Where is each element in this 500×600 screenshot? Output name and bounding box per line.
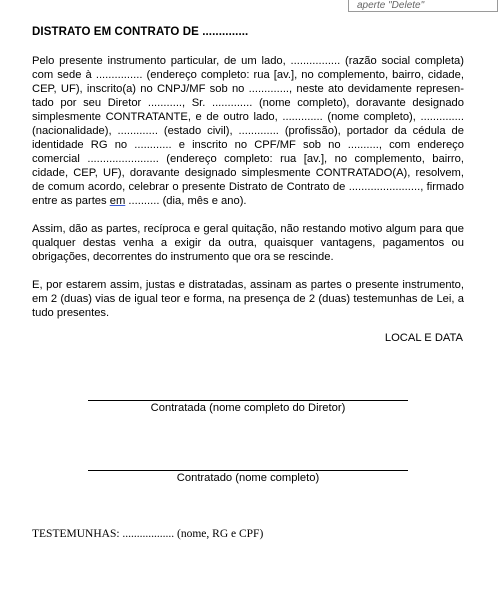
signature-line-contratada [88,400,408,401]
delete-hint-box: aperte "Delete" [348,0,498,12]
witnesses-line: TESTEMUNHAS: .................. (nome, RG e CPF) [32,528,264,540]
paragraph-parties-text: Pelo presente instrumento particular, de um lado, ................ (razão social completa) com sede à ............... (endereço completo: rua [av.], no complemento, bairro, cidade, CEP, UF), inscrito(a) no CNPJ/MF sob no ............., neste ato devidamente representado por seu Diretor ..........., Sr. ............. (nome completo), doravante designado simplesmente CONTRATANTE, e de outro lado, ............. (nome completo), .............. (nacionalidade), ............. (estado civil), ............. (profissão), portador da cédula de identidade RG no ............ e inscrito no CPF/MF sob no .........., com endereço comercial ....................... (endereço completo: rua [av.], no complemento, bairro, cidade, CEP, UF), doravante designado simplesmente CONTRATADO(A), resolvem, de comum acordo, celebrar o presente Distrato de Contrato de ......................., firmado entre as partes [32,55,464,207]
document-title: DISTRATO EM CONTRATO DE .............. [32,26,249,38]
paragraph-signing: E, por estarem assim, justas e distratadas, assinam as partes o presente instrumento, em 2 (duas) vias de igual teor e forma, na presença de 2 (duas) testemunhas de Lei, a tudo presentes. [32,279,464,319]
spellcheck-word: em [109,195,126,207]
signature-label-contratada: Contratada (nome completo do Diretor) [150,402,346,414]
paragraph-release: Assim, dão as partes, recíproca e geral quitação, não restando motivo algum para que qualquer destas venha a exigir da outra, quaisquer vantagens, pagamentos ou obrigações, decorrentes do instrumento que ora se rescinde. [32,223,464,263]
local-date: LOCAL E DATA [384,332,463,344]
paragraph-parties-end: .......... (dia, mês e ano). [125,195,247,207]
signature-line-contratado [88,470,408,471]
signature-label-contratado: Contratado (nome completo) [176,472,320,484]
paragraph-parties [32,54,464,208]
